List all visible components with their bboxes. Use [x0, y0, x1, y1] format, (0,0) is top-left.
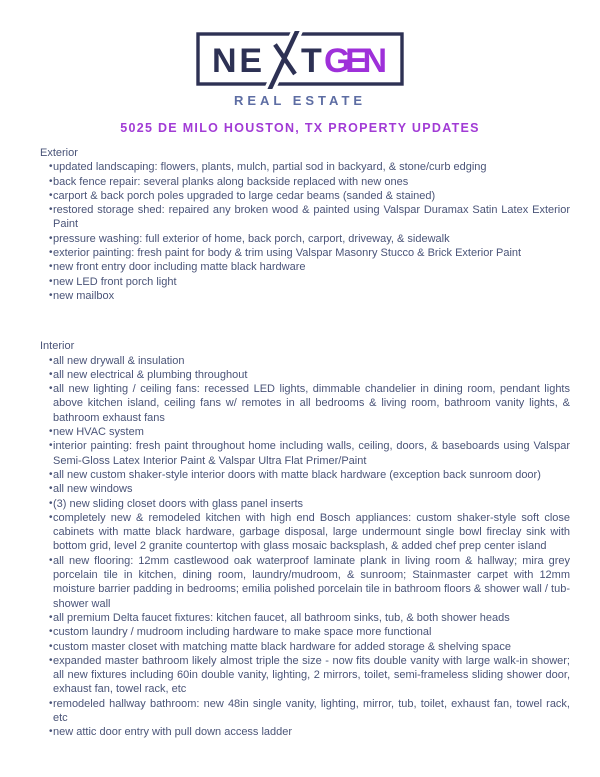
list-item-text: all new electrical & plumbing throughout	[53, 368, 248, 381]
list-item-text: new HVAC system	[53, 426, 144, 439]
bullet-icon: •	[49, 640, 53, 652]
list-item	[40, 175, 570, 189]
list-item	[40, 354, 570, 368]
logo-text-t: T	[301, 42, 322, 80]
list-item	[40, 289, 570, 303]
bullet-icon: •	[49, 232, 53, 244]
list-item-text: updated landscaping: flowers, plants, mulch, partial sod in backyard, & stone/curb edging	[53, 161, 487, 174]
list-item-text: custom laundry / mudroom including hardware to make space more functional	[53, 626, 432, 639]
bullet-icon: •	[49, 468, 53, 480]
bullet-list	[40, 354, 570, 740]
bullet-icon: •	[49, 626, 53, 638]
list-item	[40, 246, 570, 260]
list-item-text: new mailbox	[53, 289, 115, 302]
list-item-text: interior painting: fresh paint throughout home including walls, ceiling, doors, & baseboards using Valspar Semi-Gloss Latex Interior Paint & Valspar Ultra Flat Primer/Paint	[53, 440, 570, 467]
list-item	[40, 160, 570, 174]
list-item-text: (3) new sliding closet doors with glass panel inserts	[53, 497, 304, 510]
nextgen-logo	[196, 31, 404, 89]
bullet-icon: •	[49, 383, 53, 395]
bullet-icon: •	[49, 189, 53, 201]
list-item-text: all new flooring: 12mm castlewood oak waterproof laminate plank in living room & hallway; mira grey porcelain tile in kitchen, dining room, laundry/mudroom, & sunroom; Stainmaster carpet with 12mm moisture barrier padding in bedrooms; emilia polished porcelain tile in bathroom floors & shower wall / tub-shower wall	[53, 554, 570, 610]
list-item-text: all new lighting / ceiling fans: recessed LED lights, dimmable chandelier in dining room, pendant lights above kitchen island, ceiling fans w/ remotes in all bedrooms & living room, bathroom vanity lights, & bathroom exhaust fans	[53, 383, 570, 424]
list-item	[40, 654, 570, 697]
list-item-text: all premium Delta faucet fixtures: kitchen faucet, all bathroom sinks, tub, & both shower heads	[53, 611, 510, 624]
bullet-icon: •	[49, 554, 53, 566]
list-item	[40, 425, 570, 439]
list-item-text: pressure washing: full exterior of home, back porch, carport, driveway, & sidewalk	[53, 232, 450, 245]
list-item	[40, 203, 570, 232]
updates-list	[40, 146, 570, 740]
list-item	[40, 482, 570, 496]
bullet-icon: •	[49, 426, 53, 438]
list-item-text: custom master closet with matching matte black hardware for added storage & shelving space	[53, 640, 511, 653]
list-item-text: all new windows	[53, 483, 133, 496]
bullet-icon: •	[49, 440, 53, 452]
bullet-icon: •	[49, 654, 53, 666]
bullet-icon: •	[49, 497, 53, 509]
section-heading: Exterior	[40, 147, 78, 159]
list-item-text: new LED front porch light	[53, 275, 177, 288]
section-interior	[40, 339, 570, 739]
bullet-icon: •	[49, 204, 53, 216]
list-item	[40, 189, 570, 203]
list-item-text: expanded master bathroom likely almost triple the size - now fits double vanity with large walk-in shower; all new fixtures including 60in double vanity, lighting, 2 mirrors, toilet, semi-frameless sliding shower door, exhaust fan, towel rack, etc	[53, 654, 570, 696]
bullet-icon: •	[49, 175, 53, 187]
bullet-list	[40, 160, 570, 303]
bullet-icon: •	[49, 161, 53, 173]
bullet-icon: •	[49, 289, 53, 301]
list-item	[40, 275, 570, 289]
list-item	[40, 439, 570, 468]
list-item	[40, 368, 570, 382]
list-item-text: back fence repair: several planks along backside replaced with new ones	[53, 175, 409, 188]
bullet-icon: •	[49, 261, 53, 273]
list-item-text: carport & back porch poles upgraded to large cedar beams (sanded & stained)	[53, 189, 436, 202]
list-item-text: completely new & remodeled kitchen with high end Bosch appliances: custom shaker-style soft close cabinets with matte black hardware, garbage disposal, large undermount single bowl fireclay sink with bottom grid, level 2 granite countertop with glass mosaic backsplash, & added chef prep center island	[53, 511, 570, 553]
list-item	[40, 232, 570, 246]
list-item-text: new front entry door including matte black hardware	[53, 261, 306, 274]
bullet-icon: •	[49, 368, 53, 380]
logo-text-gen: GEN	[324, 42, 387, 80]
list-item	[40, 725, 570, 739]
section-heading: Interior	[40, 340, 75, 353]
list-item	[40, 554, 570, 611]
list-item	[40, 511, 570, 554]
bullet-icon: •	[49, 511, 53, 523]
bullet-icon: •	[49, 354, 53, 366]
list-item	[40, 640, 570, 654]
bullet-icon: •	[49, 697, 53, 709]
list-item-text: exterior painting: fresh paint for body & trim using Valspar Masonry Stucco & Brick Exterior Paint	[53, 247, 522, 260]
section-exterior	[40, 146, 570, 303]
list-item	[40, 497, 570, 511]
bullet-icon: •	[49, 726, 53, 738]
list-item-text: remodeled hallway bathroom: new 48in single vanity, lighting, mirror, tub, toilet, exhaust fan, towel rack, etc	[53, 697, 570, 724]
logo-container	[0, 0, 600, 89]
list-item	[40, 260, 570, 274]
bullet-icon: •	[49, 483, 53, 495]
bullet-icon: •	[49, 275, 53, 287]
page-title: 5025 DE MILO HOUSTON, TX PROPERTY UPDATES	[120, 121, 480, 135]
logo-text-ne: NE	[212, 42, 262, 80]
list-item	[40, 611, 570, 625]
list-item	[40, 382, 570, 425]
bullet-icon: •	[49, 611, 53, 623]
list-item-text: restored storage shed: repaired any broken wood & painted using Valspar Duramax Satin Latex Exterior Paint	[53, 204, 570, 231]
list-item-text: new attic door entry with pull down access ladder	[53, 726, 293, 739]
logo-subtitle: REAL ESTATE	[233, 93, 367, 108]
bullet-icon: •	[49, 247, 53, 259]
list-item-text: all new drywall & insulation	[53, 354, 185, 367]
list-item-text: all new custom shaker-style interior doors with matte black hardware (exception back sunroom door)	[53, 468, 541, 481]
list-item	[40, 468, 570, 482]
list-item	[40, 625, 570, 639]
list-item	[40, 697, 570, 726]
